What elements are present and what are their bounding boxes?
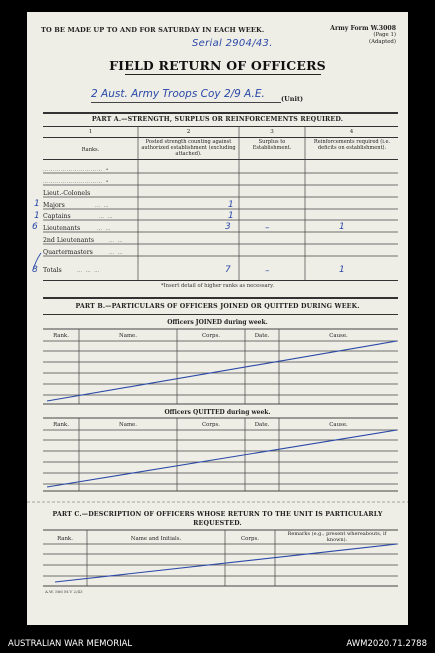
form-page xyxy=(27,12,408,625)
serial-handwritten: Serial 2904/43. xyxy=(192,38,273,49)
leader-dots: … … xyxy=(95,203,110,209)
leader-dots: … … xyxy=(97,226,112,232)
partc-header-remarks: Remarks (e.g., present whereabouts, if known). xyxy=(287,531,387,543)
margin-number-majors: 1 xyxy=(34,199,40,209)
form-grid xyxy=(27,12,408,625)
part-a-title: PART A.—STRENGTH, SURPLUS OR REINFORCEMENTS REQUIRED. xyxy=(91,116,344,123)
partc-header-rank: Rank. xyxy=(57,536,73,542)
leader-dots: … … xyxy=(109,250,124,256)
surplus-totals-value: – xyxy=(265,266,270,276)
joined-title: Officers JOINED during week. xyxy=(167,319,268,326)
posted-majors-value: 1 xyxy=(228,200,234,210)
partc-header-name: Name and Initials. xyxy=(130,536,182,542)
posted-totals-value: 7 xyxy=(225,265,231,275)
part-a-note: *Insert detail of higher ranks as necessary. xyxy=(161,283,274,289)
col-number-4: 4 xyxy=(349,129,354,135)
col-number-2: 2 xyxy=(186,129,191,135)
quitted-header-date: Date. xyxy=(254,422,270,428)
margin-number-totals: 8 xyxy=(32,265,38,275)
joined-header-corps: Corps. xyxy=(202,333,220,339)
rank-quartermasters: Quartermasters xyxy=(43,249,93,256)
partc-header-corps: Corps. xyxy=(241,536,259,542)
col-header-reinforcements: Reinforcements required (i.e. deficits on establishment). xyxy=(313,139,391,151)
part-b-title: PART B.—PARTICULARS OF OFFICERS JOINED OR QUITTED DURING WEEK. xyxy=(75,303,360,310)
rank-2nd-lieutenants: 2nd Lieutenants xyxy=(43,237,95,244)
quitted-strike-line xyxy=(47,430,397,487)
margin-bracket-stroke xyxy=(33,253,41,270)
col-header-ranks: Ranks. xyxy=(81,147,100,153)
page-number: (Page 1) xyxy=(373,32,396,38)
blank-rank-row-1: ………………………… • xyxy=(43,167,110,173)
reinforcements-totals-value: 1 xyxy=(339,265,345,275)
blank-rank-row-2: ………………………… • xyxy=(43,179,110,185)
form-code: A.W. 566 M.V 2/43 xyxy=(45,589,83,594)
army-form-number: Army Form W.3008 xyxy=(330,25,396,32)
rank-lieutenants: Lieutenants xyxy=(43,225,81,232)
joined-strike-line xyxy=(47,341,397,401)
form-title: FIELD RETURN OF OFFICERS xyxy=(109,58,326,73)
header-instruction: TO BE MADE UP TO AND FOR SATURDAY IN EACH WEEK. xyxy=(41,26,265,34)
footer-collection: AUSTRALIAN WAR MEMORIAL xyxy=(8,639,133,649)
margin-number-lieutenants: 6 xyxy=(32,222,38,232)
quitted-header-rank: Rank. xyxy=(53,422,69,428)
margin-number-captains: 1 xyxy=(34,211,40,221)
col-number-3: 3 xyxy=(270,129,274,135)
joined-header-rank: Rank. xyxy=(53,333,69,339)
adapted-label: (Adapted) xyxy=(368,39,396,45)
col-number-1: 1 xyxy=(88,129,93,135)
posted-lieutenants-value: 3 xyxy=(225,222,231,232)
joined-header-date: Date. xyxy=(254,333,270,339)
quitted-header-corps: Corps. xyxy=(202,422,220,428)
rank-captains: Captains xyxy=(43,213,71,220)
quitted-header-name: Name. xyxy=(119,422,137,428)
unit-handwritten: 2 Aust. Army Troops Coy 2/9 A.E. xyxy=(91,88,265,100)
posted-captains-value: 1 xyxy=(228,211,234,221)
rank-totals: Totals xyxy=(43,267,62,274)
part-c-title-line2: REQUESTED. xyxy=(193,520,242,527)
col-header-posted-strength: Posted strength counting against authorized establishment (excluding attached). xyxy=(141,139,236,157)
quitted-header-cause: Cause. xyxy=(329,422,348,428)
leader-dots: … … xyxy=(99,214,114,220)
reinforcements-lieutenants-value: 1 xyxy=(339,222,345,232)
footer-accession-number: AWM2020.71.2788 xyxy=(346,639,427,649)
quitted-title: Officers QUITTED during week. xyxy=(164,409,271,416)
leader-dots: … … … xyxy=(77,268,101,274)
leader-dots: … … xyxy=(109,238,124,244)
joined-header-name: Name. xyxy=(119,333,137,339)
surplus-lieutenants-value: – xyxy=(265,223,270,233)
rank-lieut-colonels: Lieut.-Colonels xyxy=(43,190,91,197)
col-header-surplus: Surplus to Establishment. xyxy=(252,139,292,151)
part-c-title-line1: PART C.—DESCRIPTION OF OFFICERS WHOSE RETURN TO THE UNIT IS PARTICULARLY xyxy=(52,511,383,518)
rank-majors: Majors xyxy=(43,202,65,209)
joined-header-cause: Cause. xyxy=(329,333,348,339)
unit-label: (Unit) xyxy=(281,95,304,103)
